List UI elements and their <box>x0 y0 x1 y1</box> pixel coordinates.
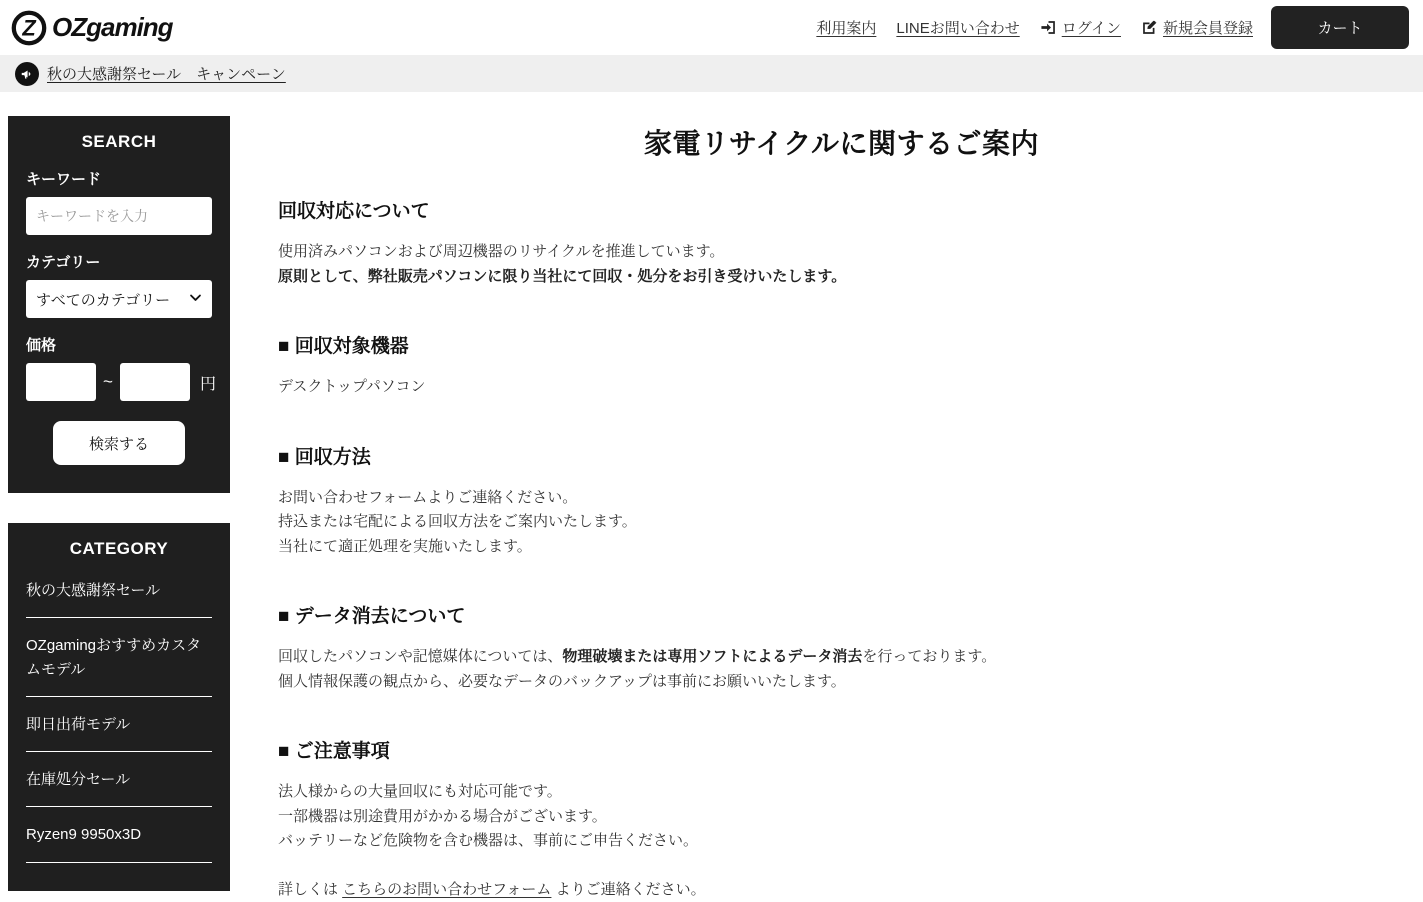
notes-line1: 法人様からの大量回収にも対応可能です。 <box>278 783 562 800</box>
nav-link-login[interactable] <box>1040 17 1121 38</box>
devices-paragraph: デスクトップパソコン <box>278 375 1405 400</box>
intro-line2: 原則として、弊社販売パソコンに限り当社にて回収・処分をお引き受けいたします。 <box>278 268 846 285</box>
data-erase-line1-prefix: 回収したパソコンや記憶媒体については、 <box>278 648 562 665</box>
nav-login-label: ログイン <box>1062 17 1121 38</box>
contact-prefix: 詳しくは <box>278 881 342 898</box>
method-line2: 持込または宅配による回収方法をご案内いたします。 <box>278 513 637 530</box>
price-range-row <box>26 363 212 401</box>
price-unit-label: 円 <box>200 371 216 394</box>
search-panel-title: SEARCH <box>26 132 212 152</box>
intro-line1: 使用済みパソコンおよび周辺機器のリサイクルを推進しています。 <box>278 243 724 260</box>
notes-paragraph <box>278 780 1405 854</box>
register-icon <box>1141 19 1158 36</box>
category-item-ryzen9[interactable]: Ryzen9 9950x3D <box>26 807 212 862</box>
category-item-clearance-sale[interactable]: 在庫処分セール <box>26 752 212 807</box>
method-paragraph <box>278 486 1405 560</box>
section-heading-data-erase: ■ データ消去について <box>278 601 1405 628</box>
data-erase-line1-suffix: を行っております。 <box>862 648 996 665</box>
data-erase-line2: 個人情報保護の観点から、必要なデータのバックアップは事前にお願いいたします。 <box>278 673 846 690</box>
logo-text: OZgaming <box>52 12 173 43</box>
announcement-link[interactable]: 秋の大感謝祭セール キャンペーン <box>47 63 286 84</box>
price-min-input[interactable] <box>26 363 96 401</box>
category-list <box>26 575 212 863</box>
contact-suffix: よりご連絡ください。 <box>551 881 705 898</box>
category-item-custom-models[interactable]: OZgamingおすすめカスタムモデル <box>26 618 212 697</box>
section-heading-devices: ■ 回収対象機器 <box>278 331 1405 358</box>
nav-link-register[interactable] <box>1141 17 1253 38</box>
main-content <box>230 116 1415 902</box>
category-select-value: すべてのカテゴリー <box>36 289 189 310</box>
category-select[interactable] <box>26 280 212 318</box>
data-erase-paragraph <box>278 645 1405 694</box>
price-separator: ~ <box>103 372 113 392</box>
category-panel-title: CATEGORY <box>26 539 212 559</box>
price-max-input[interactable] <box>120 363 190 401</box>
contact-paragraph <box>278 878 1405 902</box>
sign-in-icon <box>1040 19 1057 36</box>
page-title: 家電リサイクルに関するご案内 <box>278 122 1405 162</box>
section-heading-method: ■ 回収方法 <box>278 442 1405 469</box>
site-header <box>0 0 1423 55</box>
category-panel <box>8 523 230 891</box>
site-logo[interactable] <box>10 9 173 47</box>
section-heading-intro: 回収対応について <box>278 196 1405 223</box>
nav-register-label: 新規会員登録 <box>1163 17 1253 38</box>
page-layout <box>0 92 1423 902</box>
keyword-label: キーワード <box>26 168 212 189</box>
method-line3: 当社にて適正処理を実施いたします。 <box>278 538 532 555</box>
svg-text:Z: Z <box>21 15 37 40</box>
cart-button[interactable]: カート <box>1271 6 1409 49</box>
price-label: 価格 <box>26 334 212 355</box>
announcement-bar <box>0 55 1423 92</box>
chevron-down-icon <box>189 291 202 308</box>
megaphone-icon <box>15 62 39 86</box>
logo-z-icon <box>10 9 48 47</box>
notes-line2: 一部機器は別途費用がかかる場合がございます。 <box>278 808 607 825</box>
search-submit-button[interactable]: 検索する <box>53 421 185 465</box>
top-nav <box>816 17 1253 38</box>
method-line1: お問い合わせフォームよりご連絡ください。 <box>278 489 577 506</box>
section-heading-notes: ■ ご注意事項 <box>278 736 1405 763</box>
nav-link-line-contact[interactable]: LINEお問い合わせ <box>896 17 1019 38</box>
category-item-autumn-sale[interactable]: 秋の大感謝祭セール <box>26 575 212 618</box>
notes-line3: バッテリーなど危険物を含む機器は、事前にご申告ください。 <box>278 832 698 849</box>
data-erase-line1-bold: 物理破壊または専用ソフトによるデータ消去 <box>562 648 862 665</box>
category-item-same-day-ship[interactable]: 即日出荷モデル <box>26 697 212 752</box>
intro-paragraph <box>278 240 1405 289</box>
category-label: カテゴリー <box>26 251 212 272</box>
nav-link-guide[interactable]: 利用案内 <box>816 17 876 38</box>
search-panel <box>8 116 230 493</box>
contact-form-link[interactable]: こちらのお問い合わせフォーム <box>342 881 551 898</box>
sidebar <box>8 116 230 891</box>
keyword-input[interactable] <box>26 197 212 235</box>
